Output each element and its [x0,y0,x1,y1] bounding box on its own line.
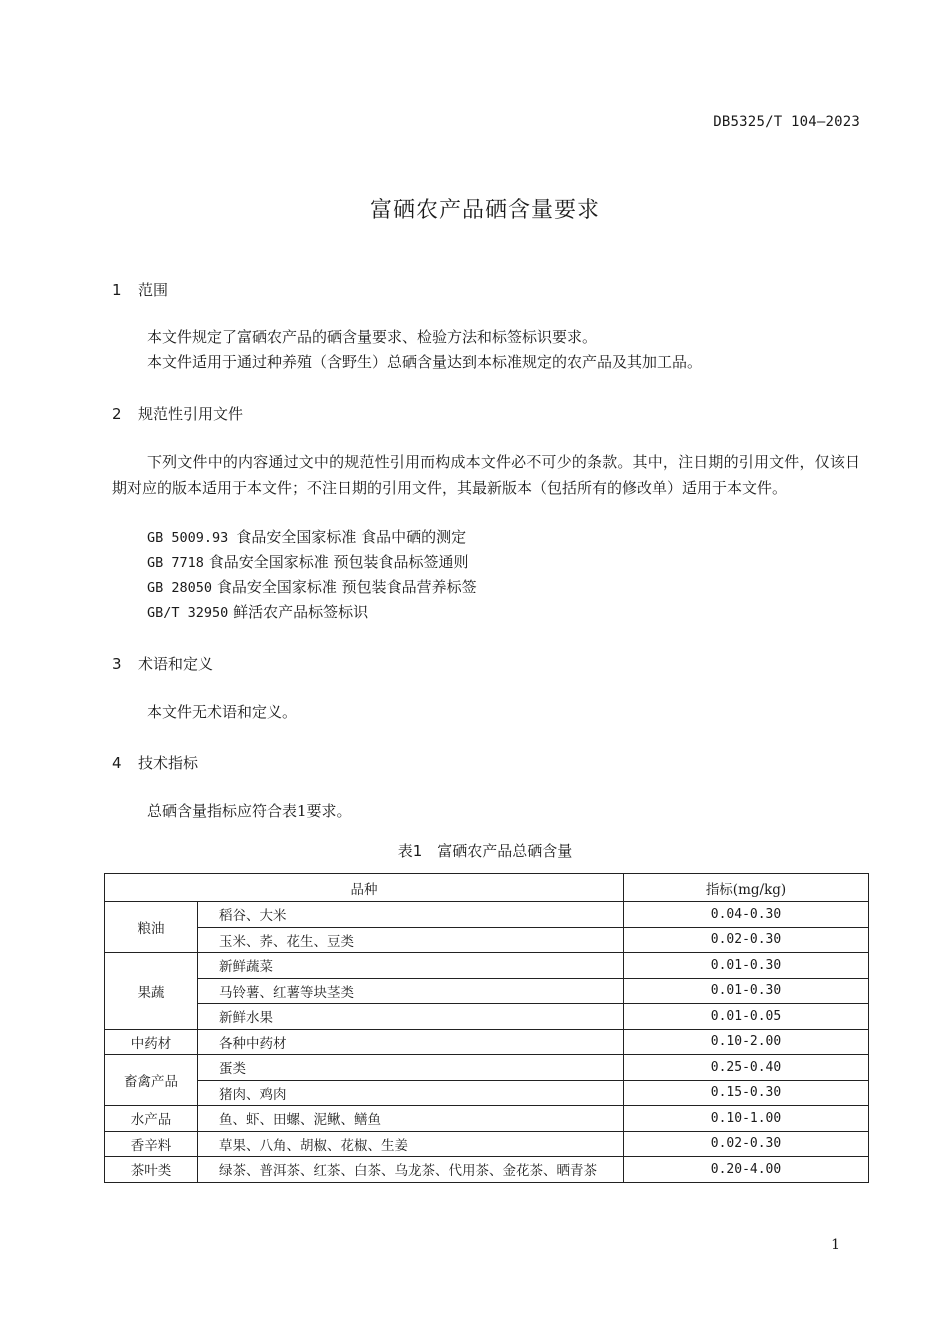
table-row [105,1131,869,1157]
item-cell: 玉米、荞、花生、豆类 [198,927,624,953]
value-cell: 0.25-0.40 [624,1055,869,1081]
item-cell: 新鲜水果 [198,1004,624,1030]
item-cell: 猪肉、鸡肉 [198,1080,624,1106]
page-number: 1 [831,1237,840,1253]
table-row [105,1055,869,1081]
reference-item: GB/T 32950 鲜活农产品标签标识 [147,603,369,621]
table-row [105,1157,869,1183]
value-cell: 0.02-0.30 [624,1131,869,1157]
value-cell: 0.10-2.00 [624,1029,869,1055]
section-heading-scope: 1 范围 [112,281,169,299]
table-row [105,1004,869,1030]
document-code: DB5325/T 104—2023 [713,114,860,130]
table-header-row [105,874,869,902]
table-row [105,927,869,953]
value-cell: 0.20-4.00 [624,1157,869,1183]
category-cell: 水产品 [105,1106,198,1132]
references-intro: 下列文件中的内容通过文中的规范性引用而构成本文件必不可少的条款。其中，注日期的引用文件，仅该日期对应的版本适用于本文件；不注日期的引用文件，其最新版本（包括所有的修改单）适用于本文件。 [112,453,860,497]
section-heading-technical: 4 技术指标 [112,754,199,772]
value-cell: 0.01-0.30 [624,978,869,1004]
value-cell: 0.01-0.05 [624,1004,869,1030]
value-cell: 0.01-0.30 [624,953,869,979]
technical-paragraph: 总硒含量指标应符合表1要求。 [147,802,352,820]
table-caption: 表1 富硒农产品总硒含量 [397,842,573,860]
reference-item: GB 28050 食品安全国家标准 预包装食品营养标签 [147,578,477,596]
item-cell: 绿茶、普洱茶、红茶、白茶、乌龙茶、代用茶、金花茶、晒青茶 [198,1157,624,1183]
section-heading-references: 2 规范性引用文件 [112,405,244,423]
selenium-content-table [104,873,869,1183]
item-cell: 草果、八角、胡椒、花椒、生姜 [198,1131,624,1157]
category-cell: 果蔬 [105,953,198,1030]
item-cell: 稻谷、大米 [198,902,624,928]
scope-paragraph-2: 本文件适用于通过种养殖（含野生）总硒含量达到本标准规定的农产品及其加工品。 [147,353,703,371]
scope-paragraph-1: 本文件规定了富硒农产品的硒含量要求、检验方法和标签标识要求。 [147,328,598,346]
table-row [105,1106,869,1132]
value-cell: 0.15-0.30 [624,1080,869,1106]
item-cell: 各种中药材 [198,1029,624,1055]
value-cell: 0.04-0.30 [624,902,869,928]
category-cell: 中药材 [105,1029,198,1055]
value-cell: 0.10-1.00 [624,1106,869,1132]
section-heading-terms: 3 术语和定义 [112,655,214,673]
table-row [105,1080,869,1106]
header-item: 品种 [105,874,624,902]
category-cell: 香辛料 [105,1131,198,1157]
table-row [105,978,869,1004]
reference-item: GB 7718 食品安全国家标准 预包装食品标签通则 [147,553,469,571]
header-value: 指标(mg/kg) [624,874,869,902]
table-row [105,902,869,928]
item-cell: 鱼、虾、田螺、泥鳅、鳝鱼 [198,1106,624,1132]
item-cell: 马铃薯、红薯等块茎类 [198,978,624,1004]
item-cell: 新鲜蔬菜 [198,953,624,979]
table-row [105,1029,869,1055]
document-title: 富硒农产品硒含量要求 [369,198,600,223]
category-cell: 粮油 [105,902,198,953]
item-cell: 蛋类 [198,1055,624,1081]
table-row [105,953,869,979]
category-cell: 畜禽产品 [105,1055,198,1106]
value-cell: 0.02-0.30 [624,927,869,953]
category-cell: 茶叶类 [105,1157,198,1183]
reference-item: GB 5009.93 食品安全国家标准 食品中硒的测定 [147,528,467,546]
terms-paragraph: 本文件无术语和定义。 [147,703,298,721]
